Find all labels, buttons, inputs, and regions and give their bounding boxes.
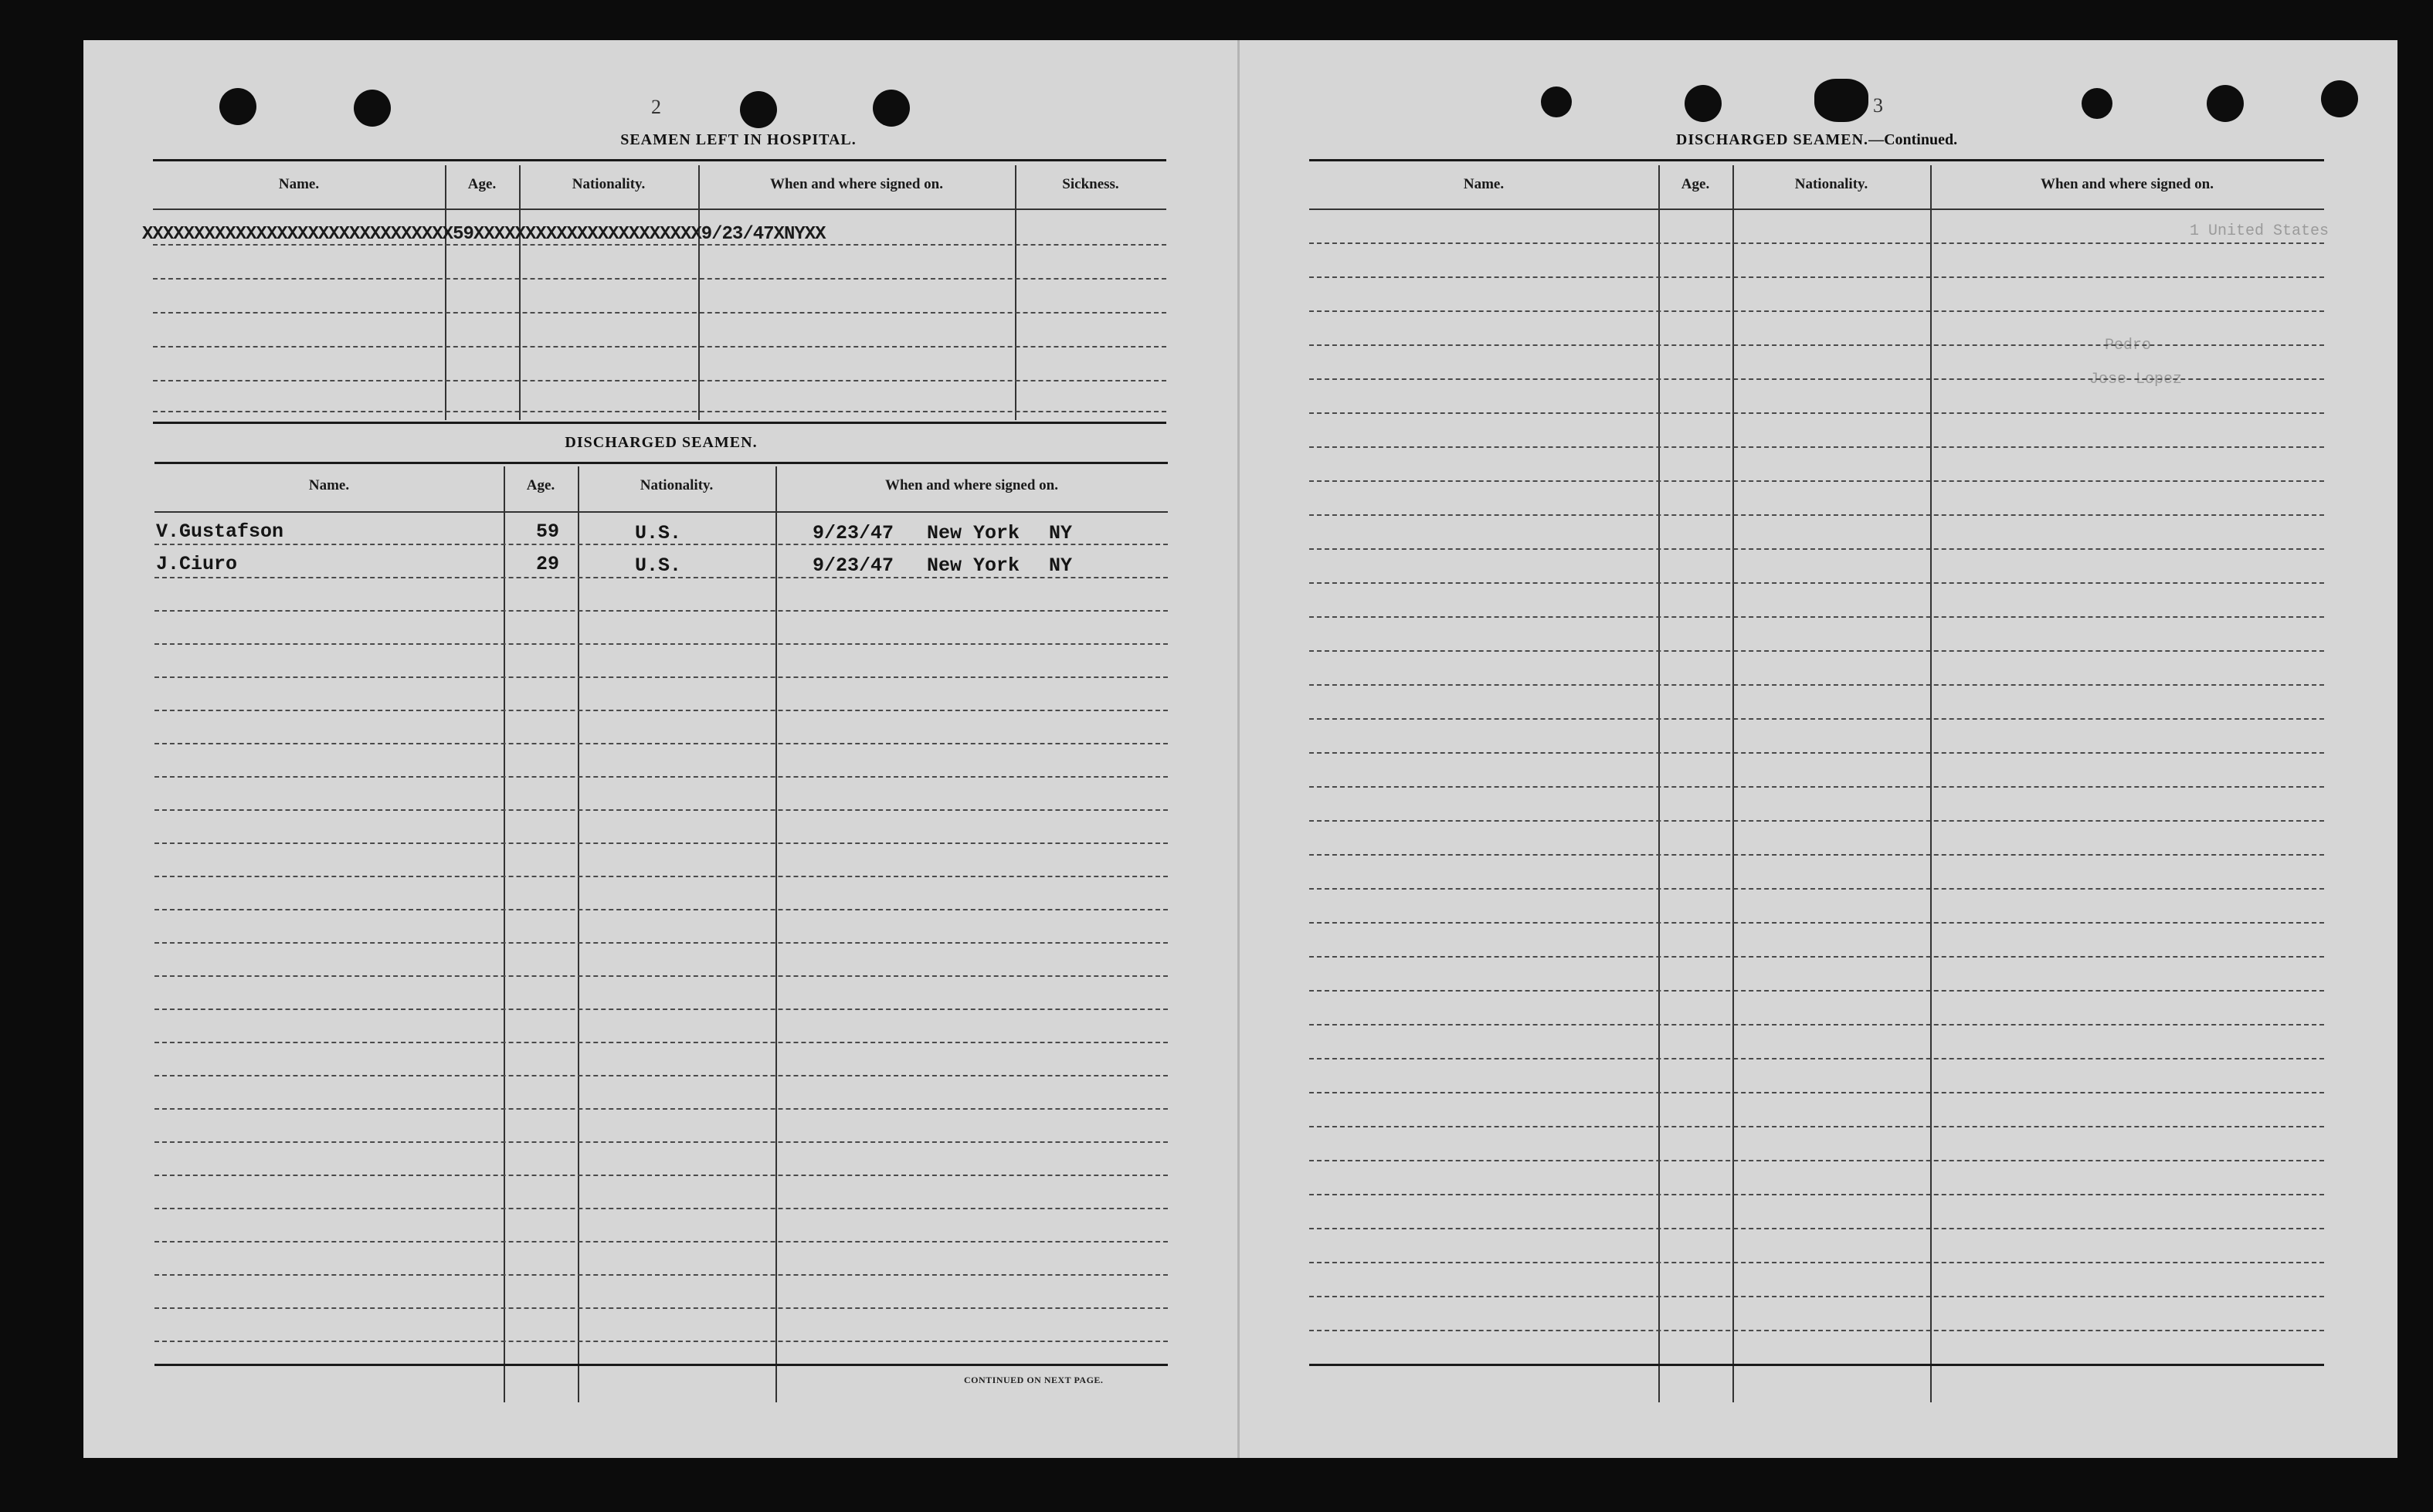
section-rule [154, 462, 1168, 464]
punch-hole [1541, 86, 1572, 117]
entry-line [154, 1208, 1168, 1209]
entry-line [1309, 616, 2324, 618]
entry-line [1309, 990, 2324, 992]
entry-line [1309, 650, 2324, 652]
punch-hole [1685, 85, 1722, 122]
entry-line [1309, 820, 2324, 822]
col-name-header: Name. [1463, 176, 1505, 192]
entry-line [1309, 786, 2324, 788]
entry-line [154, 909, 1168, 910]
bottom-rule [1309, 1364, 2324, 1366]
entry-line [1309, 1228, 2324, 1229]
entry-line [1309, 310, 2324, 312]
column-divider [1658, 165, 1660, 1402]
right-page [1237, 40, 2400, 1458]
bleed-through-text: Jose Lopez [2089, 371, 2183, 388]
entry-line [154, 1175, 1168, 1176]
col-signed-on-header: When and where signed on. [2040, 176, 2214, 192]
entry-line [154, 676, 1168, 678]
entry-line [1309, 1058, 2324, 1059]
entry-line [154, 1241, 1168, 1242]
bleed-through-text: Pedro [2105, 337, 2152, 354]
struck-out-entry: XXXXXXXXXXXXXXXXXXXXXXXXXXXXXX59XXXXXXXXXXXXXXXXXXXXXX9/23/47XNYXX [142, 224, 826, 245]
continued-note: CONTINUED ON NEXT PAGE. [964, 1375, 1104, 1385]
entry-line [154, 743, 1168, 744]
ledger-sheet [83, 40, 2397, 1458]
col-signed-on-header: When and where signed on. [769, 176, 943, 192]
entry-line [1309, 854, 2324, 856]
discharged-continued-title [1309, 131, 2324, 149]
punch-hole [873, 90, 910, 127]
entry-line [1309, 242, 2324, 244]
entry-line [1309, 1160, 2324, 1161]
col-nationality-header: Nationality. [1794, 176, 1868, 192]
discharged-continued-table [1309, 165, 2324, 1402]
bleed-through-text: 1 United States [2190, 222, 2330, 240]
entry-line [1309, 446, 2324, 448]
signed-on-state: NY [1049, 554, 1073, 577]
entry-line [153, 346, 1166, 347]
entry-line [1309, 1024, 2324, 1026]
signed-on-date: 9/23/47 [813, 522, 894, 544]
entry-line [154, 1009, 1168, 1010]
page-number: 3 [1873, 94, 1883, 117]
entry-line [154, 710, 1168, 711]
signed-on-place: New York [927, 522, 1020, 544]
signed-on-date: 9/23/47 [813, 554, 894, 577]
entry-line [154, 1341, 1168, 1342]
signed-on-state: NY [1049, 522, 1073, 544]
entry-line [153, 411, 1166, 412]
seaman-nationality: U.S. [635, 554, 682, 577]
entry-line [1309, 1126, 2324, 1127]
entry-line [1309, 276, 2324, 278]
entry-line [1309, 922, 2324, 924]
entry-line [1309, 956, 2324, 958]
hospital-section-title: SEAMEN LEFT IN HOSPITAL. [620, 131, 857, 148]
punch-hole [219, 88, 256, 125]
entry-line [1309, 1194, 2324, 1195]
discharged-section-title: DISCHARGED SEAMEN. [565, 434, 758, 451]
seaman-name: J.Ciuro [156, 553, 238, 575]
entry-line [154, 809, 1168, 811]
entry-line [154, 975, 1168, 977]
entry-line [154, 842, 1168, 844]
entry-line [154, 776, 1168, 778]
title-suffix: —Continued. [1868, 131, 1958, 148]
table-header [1309, 165, 2324, 210]
entry-line [1309, 480, 2324, 482]
punch-hole [740, 91, 777, 128]
col-signed-on-header: When and where signed on. [884, 477, 1058, 493]
entry-line [154, 610, 1168, 612]
column-divider [445, 165, 446, 420]
entry-line [1309, 344, 2324, 346]
entry-line [1309, 1296, 2324, 1297]
page-number: 2 [651, 96, 661, 118]
bottom-rule [154, 1364, 1168, 1366]
column-divider [1015, 165, 1016, 420]
column-divider [519, 165, 521, 420]
entry-line [154, 1108, 1168, 1110]
entry-line [1309, 684, 2324, 686]
col-nationality-header: Nationality. [572, 176, 646, 192]
col-nationality-header: Nationality. [640, 477, 714, 493]
entry-line [154, 577, 1168, 578]
column-divider [578, 466, 579, 1402]
seaman-name: V.Gustafson [156, 520, 284, 543]
punch-hole [2082, 88, 2112, 119]
col-age-header: Age. [526, 477, 555, 493]
section-rule [153, 422, 1166, 424]
entry-line [1309, 888, 2324, 890]
col-name-header: Name. [278, 176, 320, 192]
punch-hole [2321, 80, 2358, 117]
top-rule [153, 159, 1166, 161]
column-divider [1732, 165, 1734, 1402]
entry-line [154, 1042, 1168, 1043]
discharged-table [154, 466, 1168, 1402]
entry-line [1309, 582, 2324, 584]
column-divider [775, 466, 777, 1402]
column-divider [1930, 165, 1932, 1402]
col-age-header: Age. [467, 176, 497, 192]
entry-line [1309, 718, 2324, 720]
title-text: DISCHARGED SEAMEN. [1675, 131, 1869, 148]
entry-line [153, 312, 1166, 314]
entry-line [154, 1141, 1168, 1143]
entry-line [154, 643, 1168, 645]
punch-hole [2207, 85, 2244, 122]
entry-line [154, 876, 1168, 877]
seaman-age: 59 [536, 520, 560, 543]
entry-line [1309, 412, 2324, 414]
entry-line [1309, 514, 2324, 516]
entry-line [1309, 752, 2324, 754]
col-sickness-header: Sickness. [1062, 176, 1119, 192]
entry-line [153, 278, 1166, 280]
hospital-table [153, 165, 1166, 420]
seaman-age: 29 [536, 553, 560, 575]
column-divider [698, 165, 700, 420]
punch-hole [354, 90, 391, 127]
column-divider [504, 466, 505, 1402]
entry-line [1309, 1330, 2324, 1331]
col-age-header: Age. [1681, 176, 1710, 192]
entry-line [1309, 378, 2324, 380]
discharged-table-header [154, 466, 1168, 513]
entry-line [154, 1075, 1168, 1076]
signed-on-place: New York [927, 554, 1020, 577]
entry-line [1309, 548, 2324, 550]
col-name-header: Name. [308, 477, 350, 493]
entry-line [1309, 1092, 2324, 1093]
entry-line [154, 1274, 1168, 1276]
seaman-nationality: U.S. [635, 522, 682, 544]
entry-line [1309, 1262, 2324, 1263]
entry-line [153, 380, 1166, 381]
entry-line [154, 942, 1168, 944]
entry-line [154, 1307, 1168, 1309]
punch-hole [1814, 79, 1868, 122]
top-rule [1309, 159, 2324, 161]
left-page [83, 40, 1237, 1458]
